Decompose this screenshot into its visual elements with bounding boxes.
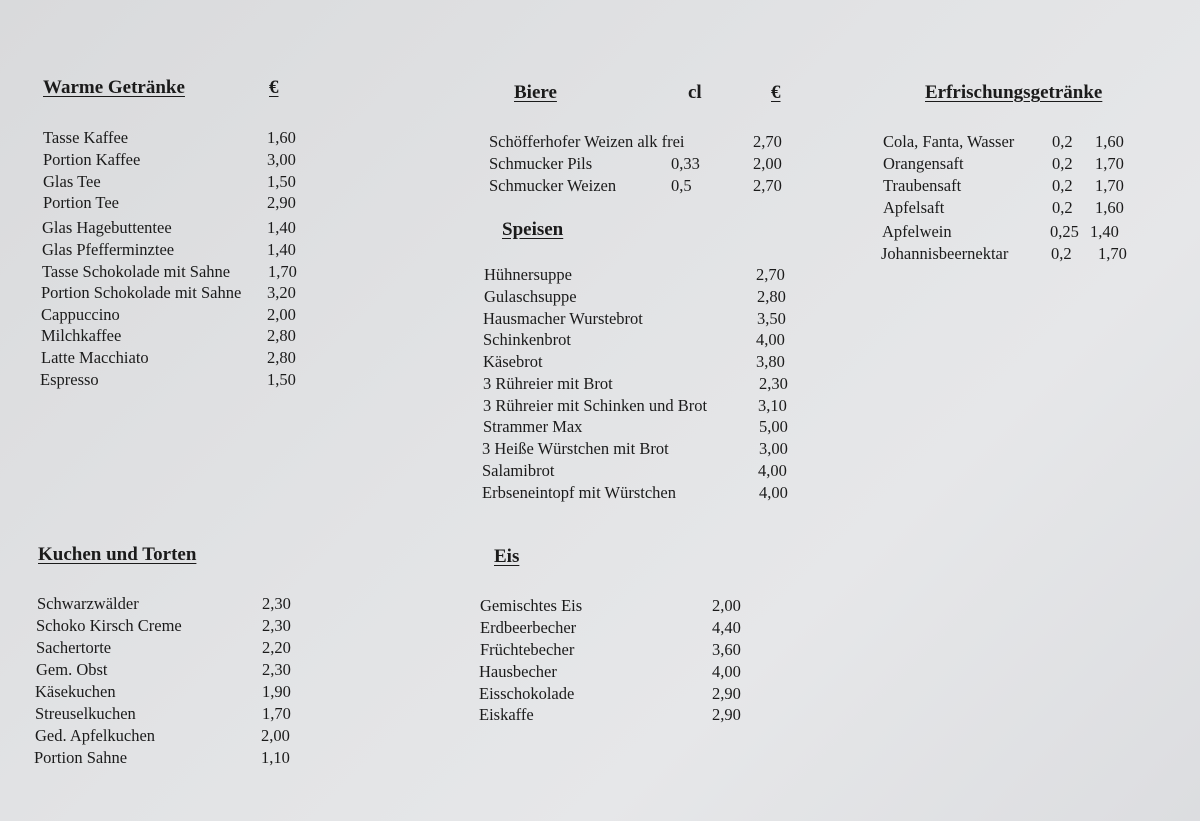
item-price: 3,60 bbox=[712, 640, 741, 659]
item-price: 2,90 bbox=[712, 684, 741, 703]
item-name: Käsekuchen bbox=[35, 682, 116, 701]
item-price: 2,70 bbox=[753, 132, 782, 151]
item-name: Hausbecher bbox=[479, 662, 557, 681]
item-size: 0,2 bbox=[1052, 154, 1073, 173]
item-name: Cola, Fanta, Wasser bbox=[883, 132, 1015, 151]
item-name: Milchkaffee bbox=[41, 326, 122, 345]
item-name: Tasse Kaffee bbox=[43, 128, 129, 147]
item-price: 4,00 bbox=[756, 330, 785, 349]
item-price: 2,00 bbox=[261, 726, 290, 745]
item-price: 3,80 bbox=[756, 352, 785, 371]
item-name: Portion Tee bbox=[43, 193, 119, 212]
item-price: 1,60 bbox=[1095, 198, 1124, 217]
biere-cl-header: cl bbox=[688, 82, 702, 103]
item-name: Eisschokolade bbox=[479, 684, 575, 703]
item-name: Erbseneintopf mit Würstchen bbox=[482, 483, 676, 502]
item-price: 1,70 bbox=[1095, 154, 1124, 173]
item-size: 0,2 bbox=[1052, 132, 1073, 151]
item-price: 1,60 bbox=[267, 128, 296, 147]
item-name: Orangensaft bbox=[883, 154, 964, 173]
item-price: 2,70 bbox=[753, 176, 782, 195]
item-price: 2,90 bbox=[712, 705, 741, 724]
item-name: Sachertorte bbox=[36, 638, 112, 657]
item-name: Glas Tee bbox=[43, 172, 101, 191]
item-price: 3,10 bbox=[758, 396, 787, 415]
item-name: Latte Macchiato bbox=[41, 348, 149, 367]
item-name: Johannisbeernektar bbox=[881, 244, 1009, 263]
item-price: 3,00 bbox=[759, 439, 788, 458]
item-name: Schwarzwälder bbox=[37, 594, 139, 613]
item-name: Strammer Max bbox=[483, 417, 583, 436]
item-name: Gem. Obst bbox=[36, 660, 108, 679]
item-name: 3 Rühreier mit Schinken und Brot bbox=[483, 396, 708, 415]
item-size: 0,2 bbox=[1052, 198, 1073, 217]
item-size: 0,2 bbox=[1051, 244, 1072, 263]
biere-title: Biere bbox=[514, 82, 557, 103]
item-name: Früchtebecher bbox=[480, 640, 575, 659]
item-price: 4,00 bbox=[759, 483, 788, 502]
item-price: 1,70 bbox=[1098, 244, 1127, 263]
item-name: Cappuccino bbox=[41, 305, 120, 324]
item-price: 2,30 bbox=[262, 616, 291, 635]
item-name: Glas Pfefferminztee bbox=[42, 240, 175, 259]
item-price: 2,30 bbox=[262, 660, 291, 679]
item-price: 1,40 bbox=[267, 218, 296, 237]
item-price: 2,00 bbox=[753, 154, 782, 173]
item-price: 2,00 bbox=[267, 305, 296, 324]
item-name: 3 Rühreier mit Brot bbox=[483, 374, 613, 393]
item-name: Portion Sahne bbox=[34, 748, 128, 767]
item-price: 1,40 bbox=[267, 240, 296, 259]
item-price: 1,70 bbox=[1095, 176, 1124, 195]
item-price: 2,80 bbox=[267, 348, 296, 367]
item-price: 2,90 bbox=[267, 193, 296, 212]
item-name: Glas Hagebuttentee bbox=[42, 218, 172, 237]
item-name: Eiskaffe bbox=[479, 705, 534, 724]
biere-currency-header: € bbox=[771, 82, 781, 103]
item-price: 2,20 bbox=[262, 638, 291, 657]
item-price: 3,00 bbox=[267, 150, 296, 169]
warme-getraenke-title: Warme Getränke bbox=[43, 77, 185, 98]
item-price: 5,00 bbox=[759, 417, 788, 436]
item-cl: 0,5 bbox=[671, 176, 692, 195]
item-price: 4,00 bbox=[758, 461, 787, 480]
item-name: Ged. Apfelkuchen bbox=[35, 726, 156, 745]
item-name: Erdbeerbecher bbox=[480, 618, 577, 637]
item-name: Käsebrot bbox=[483, 352, 543, 371]
item-price: 2,80 bbox=[757, 287, 786, 306]
item-name: Hühnersuppe bbox=[484, 265, 572, 284]
item-price: 2,70 bbox=[756, 265, 785, 284]
item-name: Schöfferhofer Weizen alk frei bbox=[489, 132, 685, 151]
item-name: Apfelsaft bbox=[883, 198, 945, 217]
item-name: Schinkenbrot bbox=[483, 330, 571, 349]
item-name: Hausmacher Wurstebrot bbox=[483, 309, 643, 328]
item-name: Schmucker Pils bbox=[489, 154, 593, 173]
item-name: 3 Heiße Würstchen mit Brot bbox=[482, 439, 669, 458]
item-price: 1,40 bbox=[1090, 222, 1119, 241]
item-price: 1,50 bbox=[267, 172, 296, 191]
kuchen-title: Kuchen und Torten bbox=[38, 544, 197, 565]
item-name: Gemischtes Eis bbox=[480, 596, 583, 615]
eis-title: Eis bbox=[494, 546, 520, 567]
speisen-title: Speisen bbox=[502, 219, 564, 240]
item-price: 1,90 bbox=[262, 682, 291, 701]
item-price: 1,10 bbox=[261, 748, 290, 767]
item-price: 2,30 bbox=[262, 594, 291, 613]
item-name: Portion Kaffee bbox=[43, 150, 141, 169]
item-name: Traubensaft bbox=[883, 176, 962, 195]
item-size: 0,2 bbox=[1052, 176, 1073, 195]
item-name: Tasse Schokolade mit Sahne bbox=[42, 262, 231, 281]
item-price: 2,80 bbox=[267, 326, 296, 345]
item-name: Gulaschsuppe bbox=[484, 287, 577, 306]
item-name: Salamibrot bbox=[482, 461, 555, 480]
item-name: Espresso bbox=[40, 370, 99, 389]
item-price: 1,60 bbox=[1095, 132, 1124, 151]
item-price: 2,00 bbox=[712, 596, 741, 615]
item-price: 1,50 bbox=[267, 370, 296, 389]
item-price: 3,50 bbox=[757, 309, 786, 328]
item-name: Streuselkuchen bbox=[35, 704, 136, 723]
item-price: 3,20 bbox=[267, 283, 296, 302]
item-price: 4,00 bbox=[712, 662, 741, 681]
item-size: 0,25 bbox=[1050, 222, 1079, 241]
erfrischungsgetraenke-title: Erfrischungsgetränke bbox=[925, 82, 1103, 103]
item-name: Schoko Kirsch Creme bbox=[36, 616, 182, 635]
item-name: Portion Schokolade mit Sahne bbox=[41, 283, 242, 302]
item-name: Apfelwein bbox=[882, 222, 952, 241]
item-price: 2,30 bbox=[759, 374, 788, 393]
item-price: 4,40 bbox=[712, 618, 741, 637]
warme-getraenke-currency-header: € bbox=[269, 77, 279, 98]
item-cl: 0,33 bbox=[671, 154, 700, 173]
item-price: 1,70 bbox=[262, 704, 291, 723]
item-price: 1,70 bbox=[268, 262, 297, 281]
item-name: Schmucker Weizen bbox=[489, 176, 617, 195]
